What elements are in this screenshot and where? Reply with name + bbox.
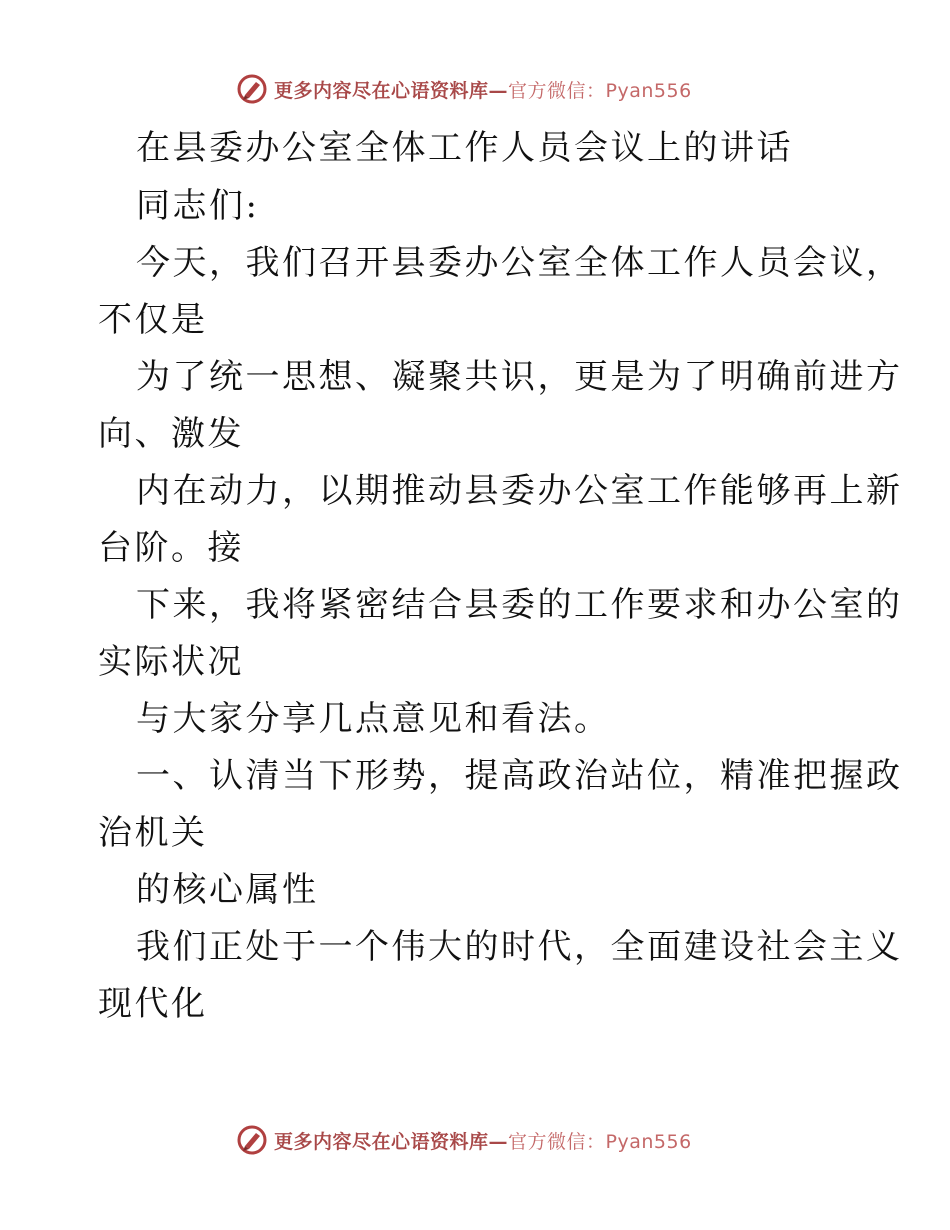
banner-text bbox=[274, 1127, 692, 1154]
banner-main-text: 更多内容尽在心语资料库— bbox=[274, 79, 509, 102]
footer-watermark-banner bbox=[236, 1124, 692, 1156]
pen-circle-logo-icon bbox=[236, 73, 268, 105]
text-line: 不仅是 bbox=[98, 300, 208, 340]
text-line: 为了统一思想、凝聚共识，更是为了明确前进方 bbox=[136, 357, 903, 397]
header-watermark-banner bbox=[236, 73, 692, 105]
text-line: 现代化 bbox=[98, 984, 208, 1024]
banner-wechat-text: 官方微信：Pyan556 bbox=[508, 1130, 692, 1153]
section-heading-line: 一、认清当下形势，提高政治站位，精准把握政 bbox=[136, 756, 903, 796]
text-line: 实际状况 bbox=[98, 642, 244, 682]
banner-main-text: 更多内容尽在心语资料库— bbox=[274, 1130, 509, 1153]
text-line: 今天，我们召开县委办公室全体工作人员会议， bbox=[136, 243, 903, 283]
banner-wechat-text: 官方微信：Pyan556 bbox=[508, 79, 692, 102]
text-line: 台阶。接 bbox=[98, 528, 244, 568]
banner-text bbox=[274, 76, 692, 103]
text-line: 向、激发 bbox=[98, 414, 244, 454]
section-heading-line: 治机关 bbox=[98, 813, 208, 853]
text-line: 内在动力，以期推动县委办公室工作能够再上新 bbox=[136, 471, 903, 511]
section-heading-line: 的核心属性 bbox=[136, 870, 319, 910]
text-line: 我们正处于一个伟大的时代，全面建设社会主义 bbox=[136, 927, 903, 967]
pen-circle-logo-icon bbox=[236, 1124, 268, 1156]
text-line: 与大家分享几点意见和看法。 bbox=[136, 699, 611, 739]
text-line: 下来，我将紧密结合县委的工作要求和办公室的 bbox=[136, 585, 903, 625]
document-title: 在县委办公室全体工作人员会议上的讲话 bbox=[136, 128, 793, 168]
salutation-line: 同志们: bbox=[136, 186, 260, 226]
